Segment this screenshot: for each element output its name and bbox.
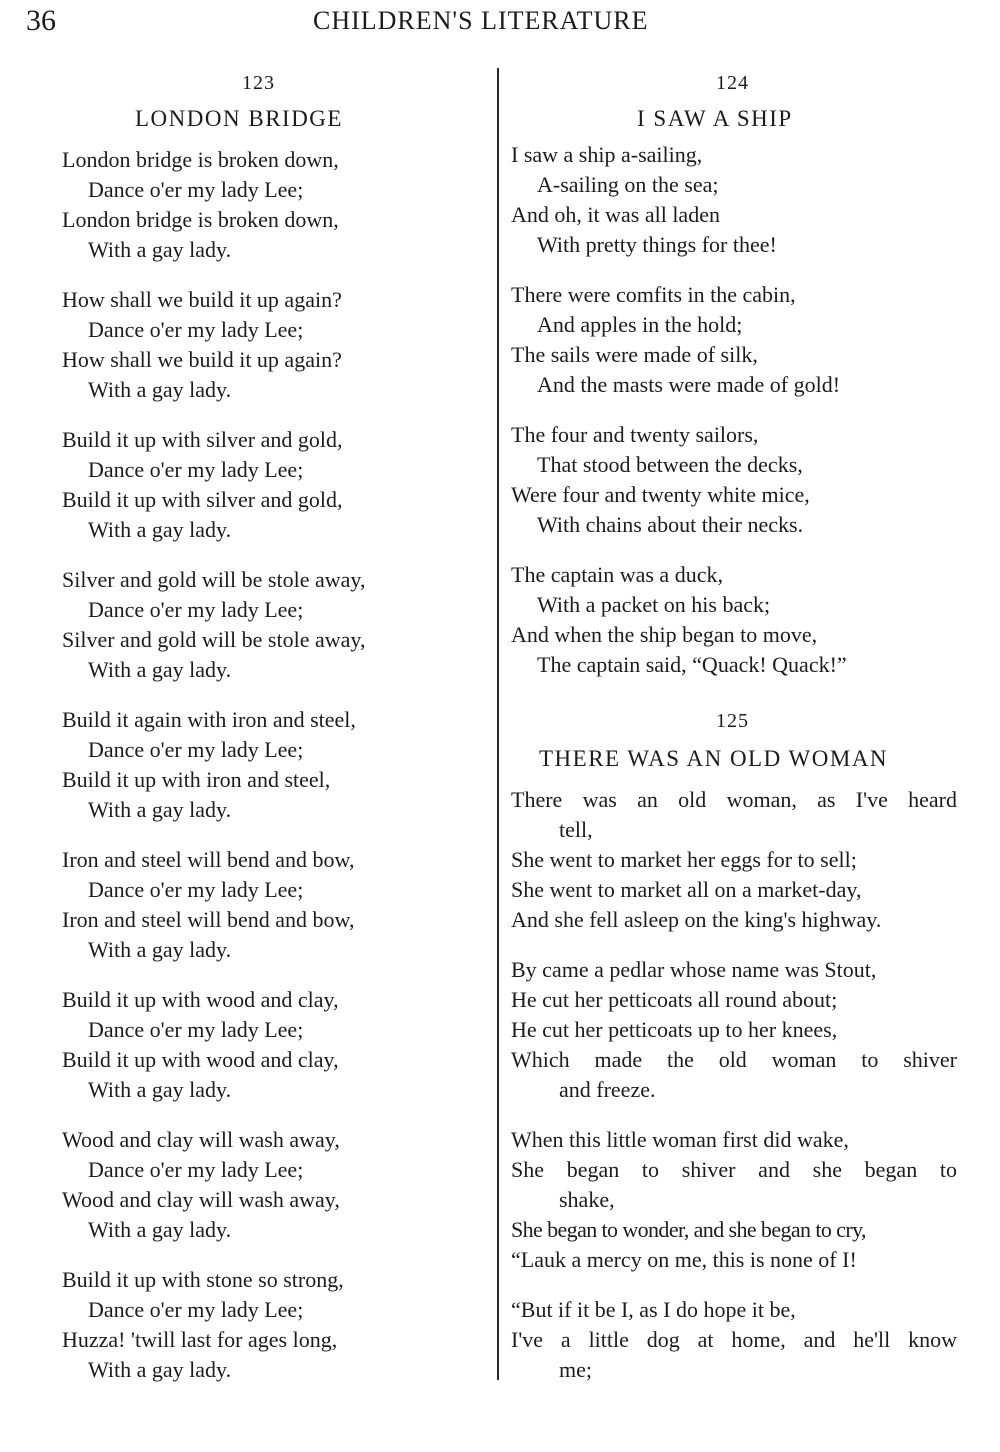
verse-line: Which made the old woman to shiver xyxy=(511,1047,957,1072)
verse-line: With chains about their necks. xyxy=(537,512,804,537)
stanza xyxy=(62,145,339,265)
verse-line: Iron and steel will bend and bow, xyxy=(62,907,355,932)
stanza xyxy=(511,560,847,680)
stanza xyxy=(62,845,354,965)
verse-line: He cut her petticoats all round about; xyxy=(511,987,838,1012)
verse-line: London bridge is broken down, xyxy=(62,147,339,172)
verse-line: With a gay lady. xyxy=(88,937,232,962)
verse-line: By came a pedlar whose name was Stout, xyxy=(511,957,877,982)
verse-line: With a gay lady. xyxy=(88,1217,232,1242)
verse-line: With a packet on his back; xyxy=(537,592,771,617)
verse-line: There was an old woman, as I've heard xyxy=(511,787,957,812)
verse-line: How shall we build it up again? xyxy=(62,287,342,312)
verse-line: Were four and twenty white mice, xyxy=(511,482,810,507)
verse-line: Dance o'er my lady Lee; xyxy=(88,457,304,482)
stanza xyxy=(62,705,356,825)
poem-title: THERE WAS AN OLD WOMAN xyxy=(539,746,889,771)
verse-line: Silver and gold will be stole away, xyxy=(62,567,366,592)
verse-line: Dance o'er my lady Lee; xyxy=(88,177,304,202)
verse-line: Wood and clay will wash away, xyxy=(62,1187,340,1212)
running-head: CHILDREN'S LITERATURE xyxy=(313,6,649,35)
verse-line: With a gay lady. xyxy=(88,657,232,682)
verse-line: Dance o'er my lady Lee; xyxy=(88,877,304,902)
verse-line: With a gay lady. xyxy=(88,237,232,262)
verse-line: “But if it be I, as I do hope it be, xyxy=(511,1297,796,1322)
stanza xyxy=(62,1125,340,1245)
verse-line: How shall we build it up again? xyxy=(62,347,342,372)
verse-line: The four and twenty sailors, xyxy=(511,422,759,447)
stanza xyxy=(62,1265,344,1385)
verse-line: Build it again with iron and steel, xyxy=(62,707,356,732)
verse-line: With pretty things for thee! xyxy=(537,232,777,257)
verse-line: Dance o'er my lady Lee; xyxy=(88,1017,304,1042)
stanza xyxy=(511,1295,957,1385)
verse-line: She began to wonder, and she began to cry, xyxy=(511,1217,866,1242)
verse-line: With a gay lady. xyxy=(88,377,232,402)
verse-line: I saw a ship a-sailing, xyxy=(511,142,703,167)
stanza xyxy=(511,140,777,260)
verse-line: And oh, it was all laden xyxy=(511,202,720,227)
verse-line: Dance o'er my lady Lee; xyxy=(88,317,304,342)
verse-line: There were comfits in the cabin, xyxy=(511,282,796,307)
verse-line: The captain said, “Quack! Quack!” xyxy=(537,652,847,677)
verse-line: When this little woman first did wake, xyxy=(511,1127,849,1152)
verse-line: She went to market her eggs for to sell; xyxy=(511,847,857,872)
verse-line: And apples in the hold; xyxy=(537,312,743,337)
poem-title: LONDON BRIDGE xyxy=(135,106,343,131)
verse-line: Build it up with stone so strong, xyxy=(62,1267,344,1292)
verse-line: With a gay lady. xyxy=(88,1357,232,1382)
verse-line: shake, xyxy=(559,1187,615,1212)
poem-number: 125 xyxy=(716,710,749,732)
verse-line: Dance o'er my lady Lee; xyxy=(88,1157,304,1182)
verse-line: Dance o'er my lady Lee; xyxy=(88,737,304,762)
stanza xyxy=(511,1125,957,1275)
stanza xyxy=(511,785,957,935)
poem-number: 124 xyxy=(716,72,749,94)
verse-line: and freeze. xyxy=(559,1077,656,1102)
verse-line: He cut her petticoats up to her knees, xyxy=(511,1017,838,1042)
stanza xyxy=(62,425,343,545)
verse-line: me; xyxy=(559,1357,592,1382)
stanza xyxy=(511,955,957,1105)
verse-line: Build it up with iron and steel, xyxy=(62,767,331,792)
verse-line: I've a little dog at home, and he'll know xyxy=(511,1327,957,1352)
verse-line: Iron and steel will bend and bow, xyxy=(62,847,355,872)
column-divider xyxy=(497,68,499,1380)
stanza xyxy=(62,565,365,685)
verse-line: And the masts were made of gold! xyxy=(537,372,841,397)
page-number: 36 xyxy=(26,4,56,37)
verse-line: With a gay lady. xyxy=(88,517,232,542)
verse-line: Build it up with silver and gold, xyxy=(62,487,343,512)
verse-line: Build it up with silver and gold, xyxy=(62,427,343,452)
verse-line: The captain was a duck, xyxy=(511,562,723,587)
verse-line: Huzza! 'twill last for ages long, xyxy=(62,1327,338,1352)
verse-line: Wood and clay will wash away, xyxy=(62,1127,340,1152)
verse-line: She went to market all on a market-day, xyxy=(511,877,862,902)
verse-line: With a gay lady. xyxy=(88,797,232,822)
verse-line: Build it up with wood and clay, xyxy=(62,987,339,1012)
stanza xyxy=(62,285,342,405)
verse-line: Build it up with wood and clay, xyxy=(62,1047,339,1072)
verse-line: That stood between the decks, xyxy=(537,452,803,477)
stanza xyxy=(62,985,339,1105)
verse-line: London bridge is broken down, xyxy=(62,207,339,232)
verse-line: Dance o'er my lady Lee; xyxy=(88,1297,304,1322)
stanza xyxy=(511,280,840,400)
verse-line: And when the ship began to move, xyxy=(511,622,818,647)
verse-line: Dance o'er my lady Lee; xyxy=(88,597,304,622)
stanza xyxy=(511,420,810,540)
verse-line: Silver and gold will be stole away, xyxy=(62,627,366,652)
poem-title: I SAW A SHIP xyxy=(637,106,793,131)
verse-line: “Lauk a mercy on me, this is none of I! xyxy=(511,1247,857,1272)
verse-line: The sails were made of silk, xyxy=(511,342,758,367)
verse-line: With a gay lady. xyxy=(88,1077,232,1102)
verse-line: A-sailing on the sea; xyxy=(537,172,719,197)
poem-number: 123 xyxy=(242,72,275,94)
verse-line: And she fell asleep on the king's highway. xyxy=(511,907,882,932)
verse-line: She began to shiver and she began to xyxy=(511,1157,957,1182)
verse-line: tell, xyxy=(559,817,593,842)
